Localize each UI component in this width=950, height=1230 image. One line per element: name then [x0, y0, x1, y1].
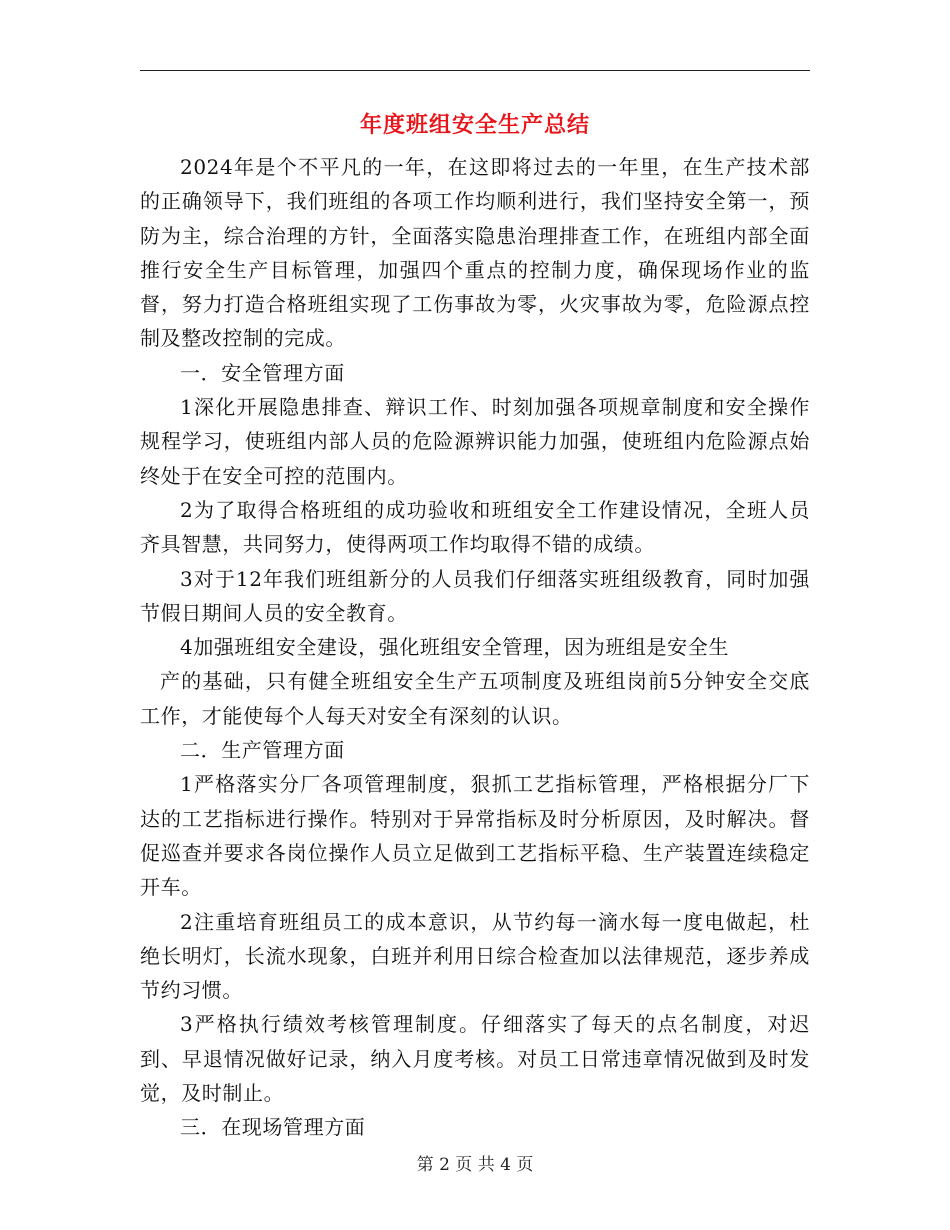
page-number: 第 2 页 共 4 页: [416, 1155, 534, 1175]
section-heading-safety: 一．安全管理方面: [180, 360, 345, 385]
paragraph-production-2: 2注重培育班组员工的成本意识，从节约每一滴水每一度电做起，杜绝长明灯，长流水现象，白班并利用日综合检查加以法律规范，逐步养成节约习惯。: [140, 909, 810, 1003]
section-heading-production: 二．生产管理方面: [180, 738, 345, 763]
paragraph-safety-4-continued: 产的基础，只有健全班组安全生产五项制度及班组岗前5分钟安全交底工作，才能使每个人每天对安全有深刻的认识。: [140, 669, 810, 728]
paragraph-safety-2: 2为了取得合格班组的成功验收和班组安全工作建设情况，全班人员齐具智慧，共同努力，使得两项工作均取得不错的成绩。: [140, 497, 810, 557]
paragraph-production-3: 3严格执行绩效考核管理制度。仔细落实了每天的点名制度，对迟到、早退情况做好记录，纳入月度考核。对员工日常违章情况做到及时发觉，及时制止。: [140, 1012, 810, 1106]
paragraph-production-1: 1严格落实分厂各项管理制度，狠抓工艺指标管理，严格根据分厂下达的工艺指标进行操作。特别对于异常指标及时分析原因，及时解决。督促巡查并要求各岗位操作人员立足做到工艺指标平稳、生产装置连续稳定开车。: [140, 772, 810, 900]
header-rule: [140, 70, 810, 71]
document-body: [140, 150, 810, 1145]
document-title: 年度班组安全生产总结: [359, 112, 590, 138]
paragraph-safety-1: 1深化开展隐患排查、辩识工作、时刻加强各项规章制度和安全操作规程学习，使班组内部人员的危险源辨识能力加强，使班组内危险源点始终处于在安全可控的范围内。: [140, 395, 810, 488]
paragraph-safety-3: 3对于12年我们班组新分的人员我们仔细落实班组级教育，同时加强节假日期间人员的安全教育。: [140, 566, 810, 625]
paragraph-safety-4: 4加强班组安全建设，强化班组安全管理，因为班组是安全生: [180, 635, 729, 660]
paragraph-intro: 2024年是个不平凡的一年，在这即将过去的一年里，在生产技术部的正确领导下，我们班组的各项工作均顺利进行，我们坚持安全第一，预防为主，综合治理的方针，全面落实隐患治理排查工作，在班组内部全面推行安全生产目标管理，加强四个重点的控制力度，确保现场作业的监督，努力打造合格班组实现了工伤事故为零，火灾事故为零，危险源点控制及整改控制的完成。: [140, 155, 810, 351]
section-heading-site: 三．在现场管理方面: [180, 1115, 366, 1140]
